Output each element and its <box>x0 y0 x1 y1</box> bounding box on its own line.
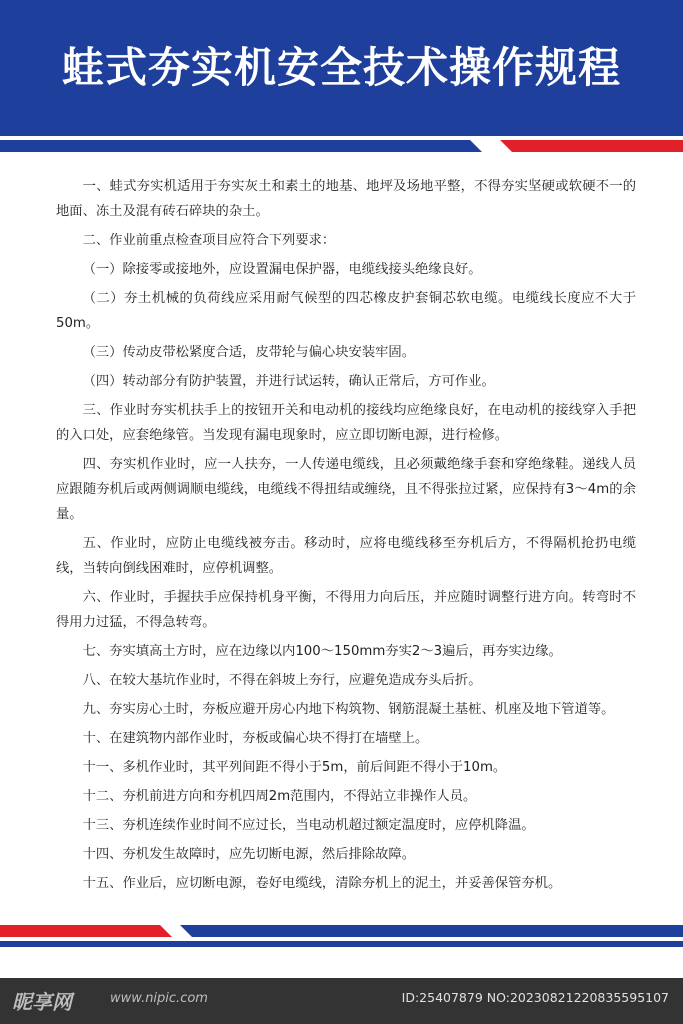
image-id-text: ID:25407879 NO:20230821220835595107 <box>401 990 669 1005</box>
paragraph-16: 十二、夯机前进方向和夯机四周2m范围内，不得站立非操作人员。 <box>82 789 477 804</box>
bottom-decorative-stripe <box>0 925 683 947</box>
paragraph-19: 十五、作业后，应切断电源，卷好电缆线，清除夯机上的泥土，并妥善保管夯机。 <box>82 876 562 891</box>
paragraph-9: 五、作业时，应防止电缆线被夯击。移动时，应将电缆线移至夯机后方，不得隔机抢扔电缆线，当转向倒线困难时，应停机调整。 <box>56 536 636 576</box>
bottom-stripe-blue-bar <box>180 925 683 937</box>
paragraph-13: 九、夯实房心土时，夯板应避开房心内地下构筑物、钢筋混凝土基桩、机座及地下管道等。 <box>82 702 615 717</box>
paragraph-15: 十一、多机作业时，其平列间距不得小于5m，前后间距不得小于10m。 <box>82 760 507 775</box>
top-decorative-stripe <box>0 130 683 156</box>
paragraph-6: （四）转动部分有防护装置，并进行试运转，确认正常后，方可作业。 <box>82 374 495 389</box>
paragraph-4: （二）夯土机械的负荷线应采用耐气候型的四芯橡皮护套铜芯软电缆。电缆线长度应不大于50m。 <box>56 291 636 331</box>
paragraph-11: 七、夯实填高土方时，应在边缘以内100～150mm夯实2～3遍后，再夯实边缘。 <box>82 644 562 659</box>
paragraph-2: 二、作业前重点检查项目应符合下列要求： <box>82 233 336 248</box>
paragraph-18: 十四、夯机发生故障时，应先切断电源，然后排除故障。 <box>82 847 416 862</box>
regulation-content <box>56 174 636 900</box>
site-watermark-url: www.nipic.com <box>110 991 208 1006</box>
top-stripe-blue-bar <box>0 140 482 152</box>
paragraph-17: 十三、夯机连续作业时间不应过长，当电动机超过额定温度时，应停机降温。 <box>82 818 535 833</box>
bottom-stripe-blue-band <box>0 941 683 947</box>
top-stripe-blue-band <box>0 130 683 136</box>
paragraph-14: 十、在建筑物内部作业时，夯板或偏心块不得打在墙壁上。 <box>82 731 429 746</box>
paragraph-8: 四、夯实机作业时，应一人扶夯，一人传递电缆线，且必须戴绝缘手套和穿绝缘鞋。递线人员应跟随夯机后或两侧调顺电缆线，电缆线不得扭结或缠绕，且不得张拉过紧，应保持有3～4m的余量。 <box>56 457 636 522</box>
bottom-stripe-red-bar <box>0 925 172 937</box>
paragraph-12: 八、在较大基坑作业时，不得在斜坡上夯行，应避免造成夯头后折。 <box>82 673 482 688</box>
page-title: 蛙式夯实机安全技术操作规程 <box>61 43 621 92</box>
paragraph-1: 一、蛙式夯实机适用于夯实灰土和素土的地基、地坪及场地平整，不得夯实坚硬或软硬不一的地面、冻土及混有砖石碎块的杂土。 <box>56 179 636 219</box>
paragraph-3: （一）除接零或接地外，应设置漏电保护器，电缆线接头绝缘良好。 <box>82 262 482 277</box>
paragraph-7: 三、作业时夯实机扶手上的按钮开关和电动机的接线均应绝缘良好，在电动机的接线穿入手把的入口处，应套绝缘管。当发现有漏电现象时，应立即切断电源，进行检修。 <box>56 403 636 443</box>
header-banner <box>0 0 683 130</box>
paragraph-5: （三）传动皮带松紧度合适，皮带轮与偏心块安装牢固。 <box>82 345 416 360</box>
paragraph-10: 六、作业时，手握扶手应保持机身平衡，不得用力向后压，并应随时调整行进方向。转弯时不得用力过猛，不得急转弯。 <box>56 590 636 630</box>
top-stripe-red-bar <box>500 140 683 152</box>
site-watermark: 昵享网 <box>12 990 72 1014</box>
